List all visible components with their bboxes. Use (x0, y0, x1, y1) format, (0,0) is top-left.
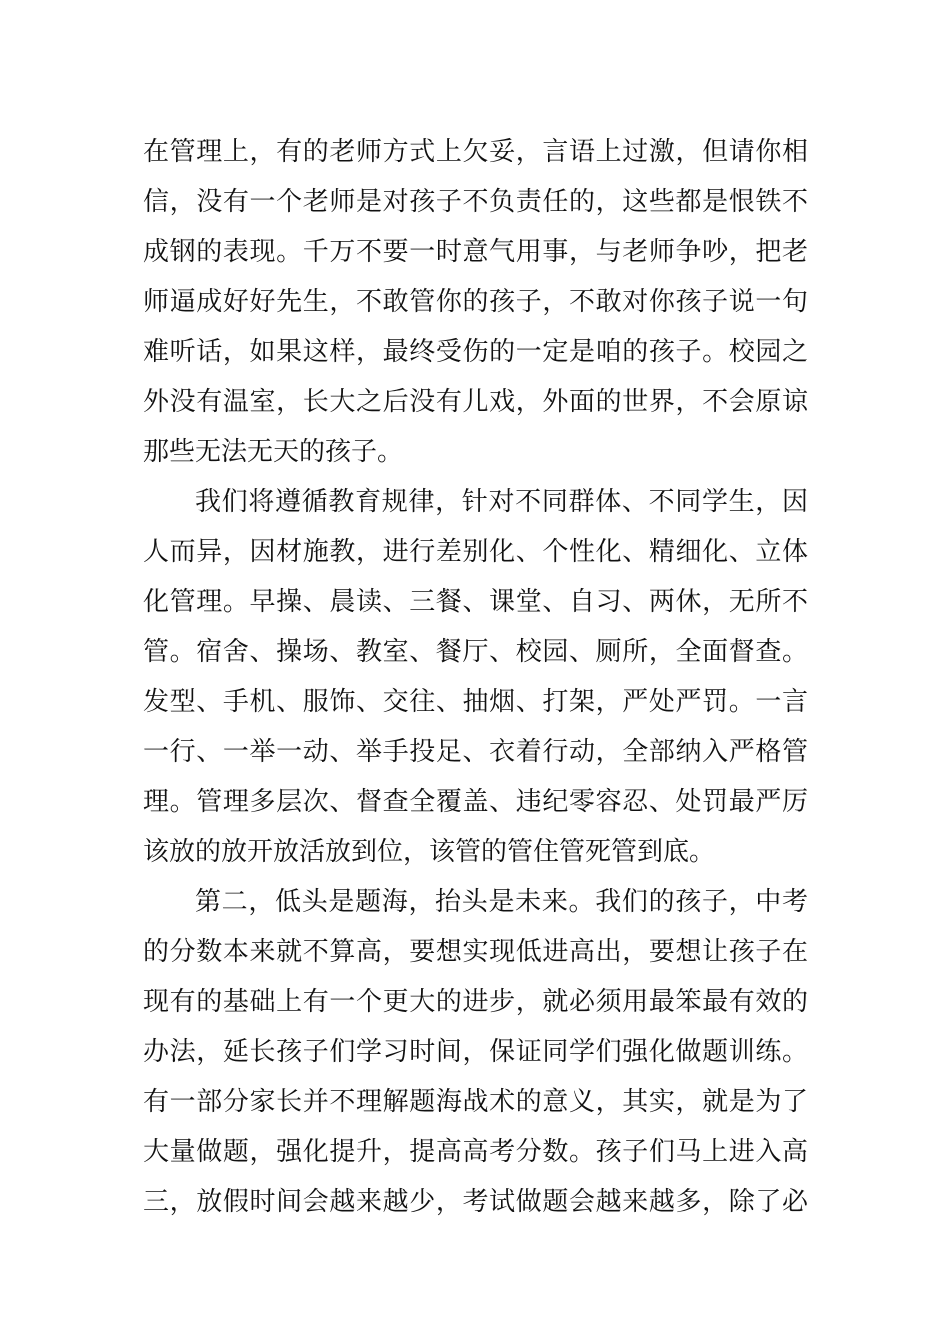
text-line: 在管理上，有的老师方式上欠妥，言语上过激，但请你相 (143, 137, 808, 167)
text-line: 化管理。早操、晨读、三餐、课堂、自习、两休，无所不 (143, 587, 808, 617)
text-line: 一行、一举一动、举手投足、衣着行动，全部纳入严格管 (143, 737, 808, 767)
text-line: 有一部分家长并不理解题海战术的意义，其实，就是为了 (143, 1087, 808, 1117)
text-line: 现有的基础上有一个更大的进步，就必须用最笨最有效的 (143, 987, 808, 1017)
text-line: 理。管理多层次、督查全覆盖、违纪零容忍、处罚最严厉 (143, 787, 808, 817)
text-line: 的分数本来就不算高，要想实现低进高出，要想让孩子在 (143, 937, 808, 967)
text-line: 信，没有一个老师是对孩子不负责任的，这些都是恨铁不 (143, 187, 808, 217)
text-line: 三，放假时间会越来越少，考试做题会越来越多，除了必 (143, 1187, 808, 1217)
text-line: 人而异，因材施教，进行差别化、个性化、精细化、立体 (143, 537, 808, 567)
text-line: 成钢的表现。千万不要一时意气用事，与老师争吵，把老 (143, 237, 808, 267)
text-line: 发型、手机、服饰、交往、抽烟、打架，严处严罚。一言 (143, 687, 808, 717)
body-text (143, 127, 808, 1227)
text-line: 办法，延长孩子们学习时间，保证同学们强化做题训练。 (143, 1037, 808, 1067)
text-line: 那些无法无天的孩子。 (143, 437, 404, 467)
text-line: 师逼成好好先生，不敢管你的孩子，不敢对你孩子说一句 (143, 287, 808, 317)
text-line-paragraph-start: 我们将遵循教育规律，针对不同群体、不同学生，因 (195, 487, 808, 517)
text-line: 难听话，如果这样，最终受伤的一定是咱的孩子。校园之 (143, 337, 808, 367)
text-line-paragraph-start: 第二，低头是题海，抬头是未来。我们的孩子，中考 (195, 887, 808, 917)
text-line: 该放的放开放活放到位，该管的管住管死管到底。 (143, 837, 716, 867)
text-line: 管。宿舍、操场、教室、餐厅、校园、厕所，全面督查。 (143, 637, 808, 667)
text-line: 外没有温室，长大之后没有儿戏，外面的世界，不会原谅 (143, 387, 808, 417)
text-line: 大量做题，强化提升，提高高考分数。孩子们马上进入高 (143, 1137, 808, 1167)
